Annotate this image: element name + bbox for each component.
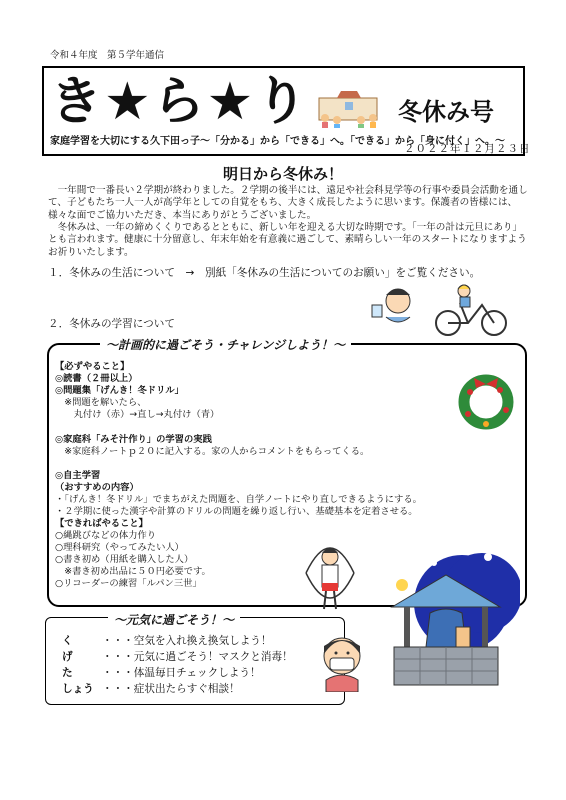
must-do-heading: 【必ずやること】 bbox=[55, 361, 130, 372]
health-tip-row bbox=[62, 665, 261, 680]
optional-item-calligraphy-note: ※書き初め出品に５０円必要です。 bbox=[55, 566, 211, 577]
newsletter-series-line: 令和４年度 第５学年通信 bbox=[50, 50, 165, 61]
issue-name: 冬休み号 bbox=[398, 98, 494, 126]
optional-item-calligraphy: ○書き初め（用紙を購入した人） bbox=[55, 554, 194, 565]
masked-child-illustration bbox=[318, 632, 366, 692]
section-winter-life: １．冬休みの生活について → 別紙「冬休みの生活についてのお願い」をご覧ください。 bbox=[48, 267, 481, 279]
study-plan-title: ～計画的に過ごそう・チャレンジしよう！～ bbox=[100, 336, 351, 353]
health-tip-key: く bbox=[62, 635, 73, 647]
health-tip-row bbox=[62, 633, 272, 648]
must-item-drill-note-2: 丸付け（赤）→直し→丸付け（青） bbox=[55, 409, 220, 420]
self-study-item-1: ・「げんき！冬ドリル」でまちがえた問題を、自学ノートにやり直しできるようにする。 bbox=[55, 494, 422, 505]
school-children-illustration bbox=[313, 88, 385, 128]
must-item-drill: ◎問題集「げんき！冬ドリル」 bbox=[55, 385, 184, 396]
newsletter-subtitle: 家庭学習を大切にする久下田っ子～「分かる」から「できる」へ。「できる」から「身に付く」へ。～ bbox=[50, 136, 505, 147]
health-tip-row bbox=[62, 681, 240, 696]
jump-rope-girl-illustration bbox=[300, 533, 360, 617]
health-tip-key: げ bbox=[62, 651, 73, 663]
christmas-wreath-illustration bbox=[450, 368, 522, 430]
self-study-subheading: （おすすめの内容） bbox=[55, 482, 139, 493]
health-tip-row bbox=[62, 649, 293, 664]
health-tip-text: ・・・元気に過ごそう！マスクと消毒！ bbox=[102, 651, 293, 663]
optional-item-science: ○理科研究（やってみたい人） bbox=[55, 542, 184, 553]
optional-item-recorder: ○リコーダーの練習「ルパン三世」 bbox=[55, 578, 202, 589]
issue-date: ２０２２年１２月２３日 bbox=[404, 143, 531, 155]
intro-paragraph-1: 一年間で一番長い２学期が終わりました。２学期の後半には、遠足や社会科見学等の行事や委員会活動を通して、子どもたち一人一人が高学年としての自覚をもち、大きく成長したように思います。保護者の皆様には、様々な面でご協力いただき、本当にありがとうございました。 bbox=[48, 185, 528, 221]
stay-healthy-title: ～元気に過ごそう！～ bbox=[108, 611, 240, 628]
must-item-reading: ◎読書（２冊以上） bbox=[55, 373, 138, 384]
must-item-home-economics-note: ※家庭科ノートｐ２０に記入する。家の人からコメントをもらってくる。 bbox=[55, 446, 370, 457]
must-item-drill-note-1: ※問題を解いたら、 bbox=[55, 397, 147, 408]
self-study-heading: ◎自主学習 bbox=[55, 470, 101, 481]
health-tip-text: ・・・空気を入れ換え換気しよう！ bbox=[102, 635, 272, 647]
health-tip-key: た bbox=[62, 667, 73, 679]
newsletter-title: き★ら★り bbox=[50, 72, 310, 132]
optional-heading: 【できればやること】 bbox=[55, 518, 148, 529]
cyclist-illustration bbox=[432, 283, 512, 338]
health-tip-text: ・・・症状出たらすぐ相談！ bbox=[102, 683, 240, 695]
intro-paragraph-2: 冬休みは、一年の締めくくりであるとともに、新しい年を迎える大切な時期です。「一年の計は元旦にあり」とも言われます。健康に十分留意し、年末年始を有意義に過ごして、素晴らしい一年のスタートになりますようお祈りいたします。 bbox=[48, 222, 527, 258]
optional-item-fitness: ○縄跳びなどの体力作り bbox=[55, 530, 157, 541]
must-item-home-economics: ◎家庭科「みそ汁作り」の学習の実践 bbox=[55, 434, 212, 445]
temple-bell-illustration bbox=[372, 535, 520, 695]
gargling-boy-illustration bbox=[368, 283, 420, 327]
health-tip-key: しょう bbox=[62, 683, 94, 695]
section-winter-study: ２．冬休みの学習について bbox=[48, 318, 175, 330]
self-study-item-2: ・２学期に使った漢字や計算のドリルの問題を繰り返し行い、基礎基本を定着させる。 bbox=[55, 506, 418, 517]
main-heading: 明日から冬休み！ bbox=[222, 165, 343, 183]
health-tip-text: ・・・体温毎日チェックしよう！ bbox=[102, 667, 261, 679]
